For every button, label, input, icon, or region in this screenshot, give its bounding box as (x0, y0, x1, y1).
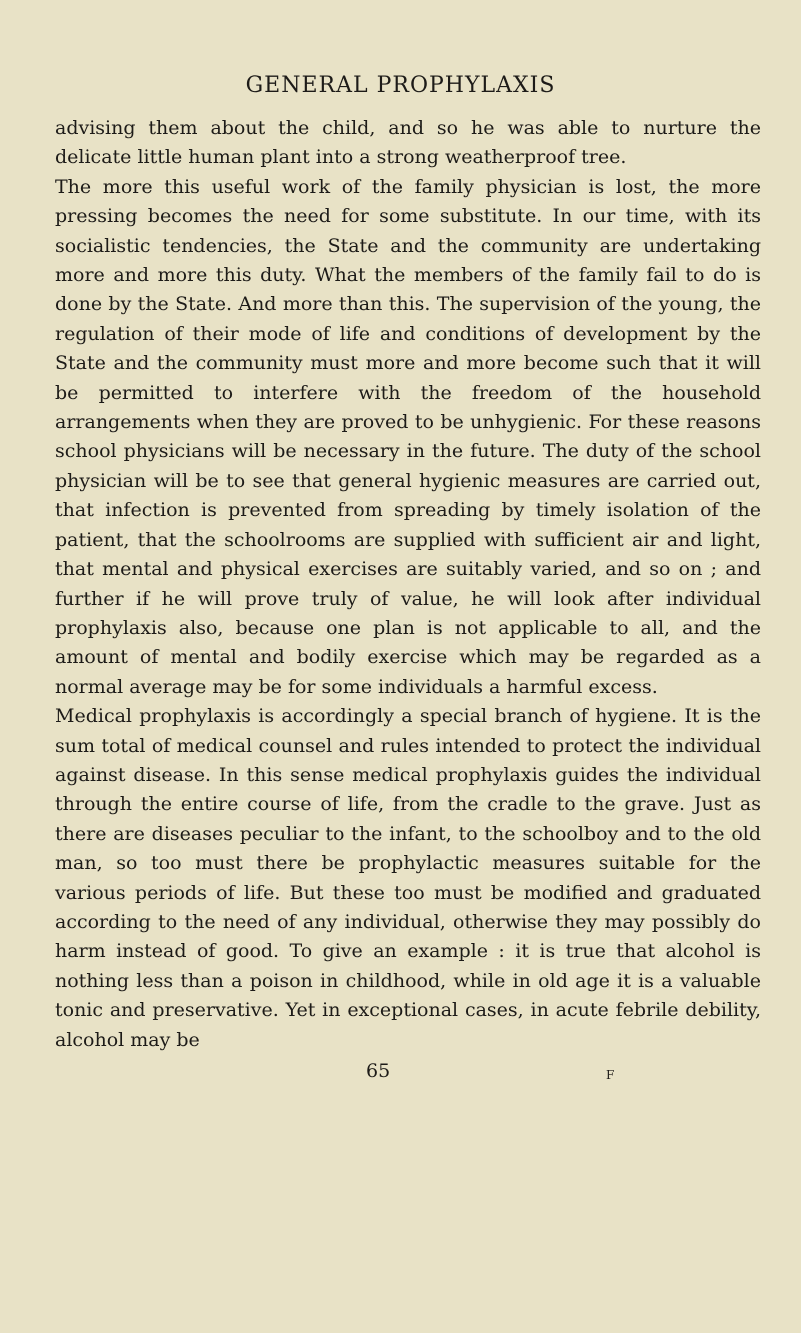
paragraph-1: advising them about the child, and so he was able to nurture the delicate little human plant into a strong weatherproof tree. (55, 117, 761, 169)
page-number: 65 (366, 1060, 391, 1082)
running-header: GENERAL PROPHYLAXIS (245, 73, 556, 98)
paragraph-2: The more this useful work of the family physician is lost, the more pressing becomes the need for some substitute. In our time, with its socialistic tendencies, the State and the community are undertaking more and more this duty. What the members of the family fail to do is done by the State. And more than this. The supervision of the young, the regulation of their mode of life and conditions of development by the State and the community must more and more become such that it will be permitted to interfere with the freedom of the household arrangements when they are proved to be unhygienic. For these reasons school physicians will be necessary in the future. The duty of the school physician will be to see that general hygienic measures are carried out, that infection is prevented from spreading by timely isolation of the patient, that the schoolrooms are supplied with sufficient air and light, that mental and physical exercises are suitably varied, and so on ; and further if he will prove truly of value, he will look after individual prophylaxis also, because one plan is not applicable to all, and the amount of mental and bodily exercise which may be regarded as a normal average may be for some individuals a harmful excess. (55, 175, 761, 698)
body-text (55, 114, 761, 1055)
paragraph-3: Medical prophylaxis is accordingly a special branch of hygiene. It is the sum total of medical counsel and rules intended to protect the individual against disease. In this sense medical prophylaxis guides the individual through the entire course of life, from the cradle to the grave. Just as there are diseases peculiar to the infant, to the schoolboy and to the old man, so too must there be prophylactic measures suitable for the various periods of life. But these too must be modified and graduated according to the need of any individual, otherwise they may possibly do harm instead of good. To give an example : it is true that alcohol is nothing less than a poison in childhood, while in old age it is a valuable tonic and preservative. Yet in exceptional cases, in acute febrile debility, alcohol may be (55, 705, 761, 1051)
signature-mark: F (606, 1068, 615, 1082)
